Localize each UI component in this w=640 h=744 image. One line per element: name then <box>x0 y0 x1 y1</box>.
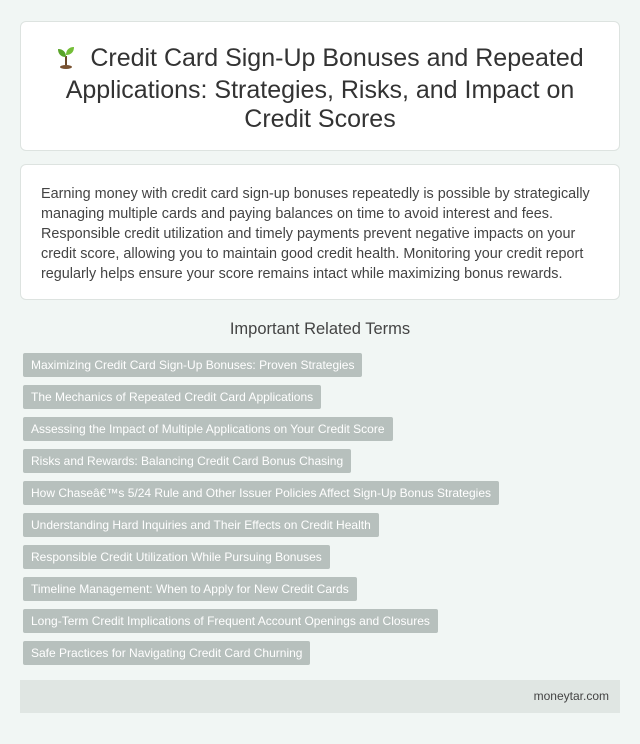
intro-card <box>20 164 620 300</box>
footer <box>20 680 620 713</box>
related-term-link[interactable]: Timeline Management: When to Apply for New Credit Cards <box>23 577 357 601</box>
title-card <box>20 21 620 151</box>
related-term-link[interactable]: Risks and Rewards: Balancing Credit Card Bonus Chasing <box>23 449 351 473</box>
related-term-link[interactable]: How Chaseâ€™s 5/24 Rule and Other Issuer Policies Affect Sign-Up Bonus Strategies <box>23 481 499 505</box>
related-term-link[interactable]: The Mechanics of Repeated Credit Card Applications <box>23 385 321 409</box>
intro-paragraph: Earning money with credit card sign-up bonuses repeatedly is possible by strategically managing multiple cards and paying balances on time to avoid interest and fees. Responsible credit utilization and timely payments prevent negative impacts on your credit score, allowing you to maintain good credit health. Monitoring your credit report regularly helps ensure your score remains intact while maximizing bonus rewards. <box>41 186 590 282</box>
footer-site-link[interactable]: moneytar.com <box>533 689 609 703</box>
related-term-link[interactable]: Maximizing Credit Card Sign-Up Bonuses: Proven Strategies <box>23 353 362 377</box>
page-title <box>31 44 609 134</box>
page-title-text: Credit Card Sign-Up Bonuses and Repeated Applications: Strategies, Risks, and Impact on Credit Scores <box>65 44 584 133</box>
related-term-link[interactable]: Safe Practices for Navigating Credit Card Churning <box>23 641 310 665</box>
related-term-link[interactable]: Understanding Hard Inquiries and Their Effects on Credit Health <box>23 513 379 537</box>
related-terms-heading: Important Related Terms <box>229 320 411 338</box>
related-term-link[interactable]: Assessing the Impact of Multiple Applications on Your Credit Score <box>23 417 393 441</box>
related-term-link[interactable]: Responsible Credit Utilization While Pursuing Bonuses <box>23 545 330 569</box>
sprout-icon <box>56 45 76 76</box>
related-term-link[interactable]: Long-Term Credit Implications of Frequent Account Openings and Closures <box>23 609 438 633</box>
